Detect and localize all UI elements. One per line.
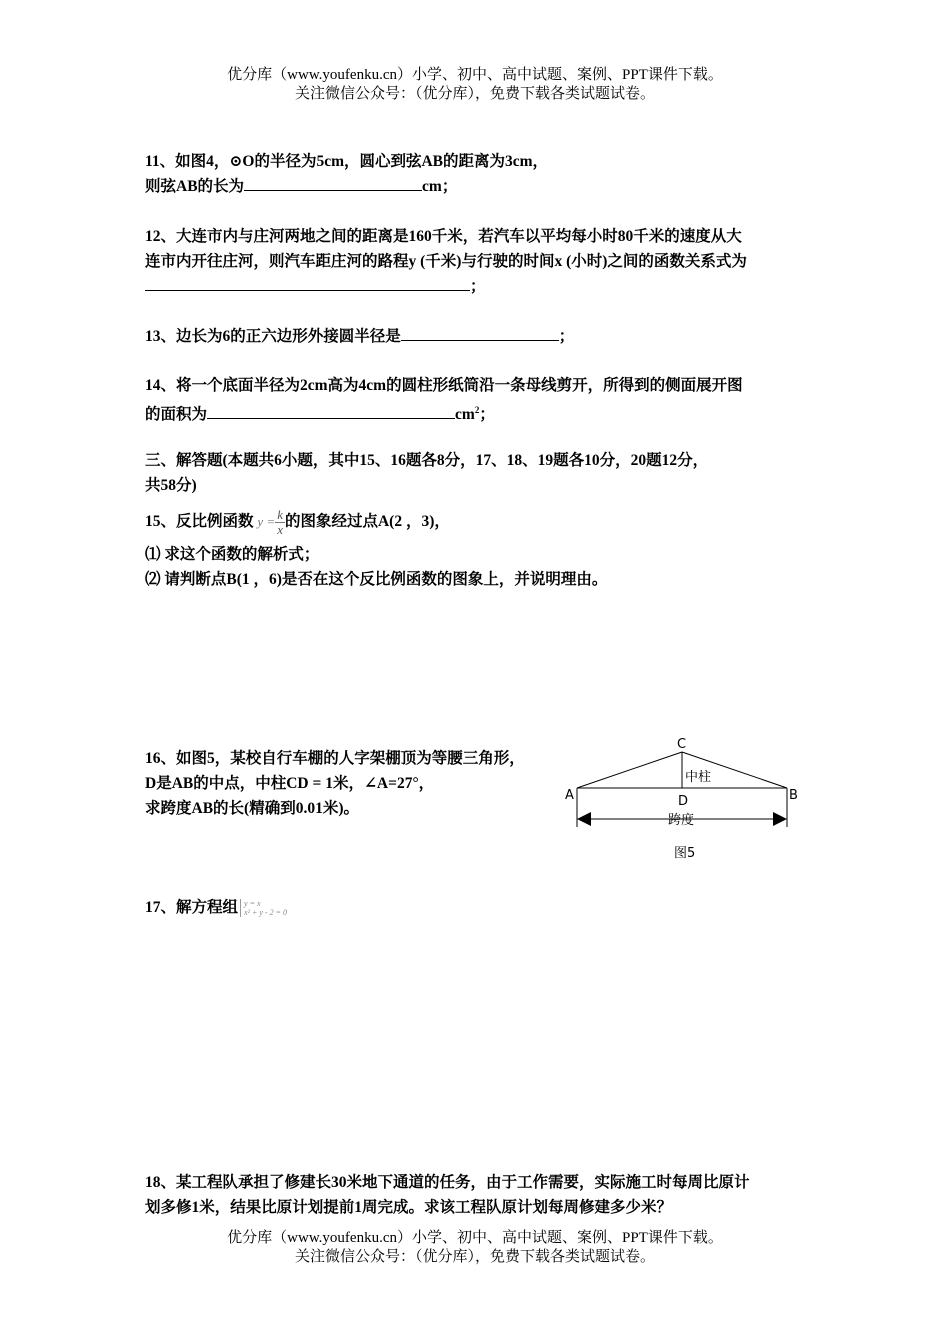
- label-a: A: [565, 788, 574, 803]
- footer-line-2: 关注微信公众号：（优分库），免费下载各类试题试卷。: [294, 1249, 655, 1265]
- roof-left-edge: [577, 752, 682, 788]
- q11-line-1: 11、如图4，⊙O的半径为5cm，圆心到弦AB的距离为3cm，: [145, 153, 549, 170]
- q14-unit-superscript: 2: [474, 405, 480, 415]
- section-3-heading: [145, 448, 810, 498]
- span-arrow-right-icon: [773, 812, 787, 826]
- q14-line-1: 14、将一个底面半径为2cm高为4cm的圆柱形纸筒沿一条母线剪开，所得到的侧面展开图: [145, 377, 743, 394]
- q12-line-3: [145, 274, 810, 299]
- q16-line-1: 16、如图5，某校自行车棚的人字架棚顶为等腰三角形，: [145, 750, 525, 767]
- q16-line-3: 求跨度AB的长(精确到0.01米)。: [145, 800, 359, 817]
- q15-part-2: ⑵ 请判断点B(1 ，6)是否在这个反比例函数的图象上，并说明理由。: [145, 571, 608, 588]
- question-13: [145, 324, 810, 349]
- q11-suffix: cm；: [422, 178, 458, 195]
- span-arrow-left-icon: [577, 812, 591, 826]
- section-3-line-2: 共58分): [145, 477, 197, 494]
- q15-fraction-numerator: k: [277, 506, 283, 522]
- question-12: [145, 224, 810, 299]
- q13-suffix: ；: [558, 328, 575, 345]
- figure-5-caption: 图5: [674, 846, 696, 861]
- q11-prefix: 则弦AB的长为: [145, 178, 245, 195]
- section-3-line-1: 三、解答题(本题共6小题，其中15、16题各8分，17、18、19题各10分，20题12分，: [145, 452, 709, 469]
- q12-line-1: 12、大连市内与庄河两地之间的距离是160千米，若汽车以平均每小时80千米的速度从大: [145, 228, 742, 245]
- header-line-1: 优分库（www.youfenku.cn）小学、初中、高中试题、案例、PPT课件下载。: [227, 67, 723, 83]
- label-c: C: [677, 737, 687, 752]
- q12-suffix: ；: [470, 278, 486, 295]
- page-header: [0, 66, 950, 104]
- page-footer: [0, 1229, 950, 1267]
- q11-line-2: [145, 174, 810, 199]
- q17-line: [145, 895, 810, 920]
- label-b: B: [789, 788, 798, 803]
- q15-formula-lhs: y =: [257, 514, 276, 529]
- q11-answer-blank[interactable]: [244, 174, 422, 191]
- q17-prefix: 17、解方程组: [145, 899, 239, 916]
- question-15: [145, 506, 810, 592]
- label-d: D: [678, 794, 689, 809]
- q13-prefix: 13、边长为6的正六边形外接圆半径是: [145, 328, 401, 345]
- q15-fraction: [275, 508, 285, 537]
- q15-suffix: 的图象经过点A(2 ，3)，: [284, 513, 450, 530]
- q14-line-2: [145, 398, 810, 427]
- q15-prefix: 15、反比例函数: [145, 513, 254, 530]
- question-14: [145, 373, 810, 427]
- q14-answer-blank[interactable]: [207, 402, 455, 419]
- figure-5-diagram: [560, 735, 810, 865]
- q17-equation-system: [240, 899, 287, 917]
- question-17: [145, 895, 810, 920]
- q14-prefix: 的面积为: [145, 406, 208, 424]
- footer-line-1: 优分库（www.youfenku.cn）小学、初中、高中试题、案例、PPT课件下载。: [227, 1230, 723, 1246]
- label-span: 跨度: [668, 813, 695, 828]
- q15-part-1: ⑴ 求这个函数的解析式；: [145, 546, 320, 563]
- q15-fraction-denominator: x: [277, 521, 283, 537]
- q12-line-2: 连市内开往庄河，则汽车距庄河的路程y (千米)与行驶的时间x (小时)之间的函数关系式为: [145, 253, 747, 270]
- q13-line: [145, 324, 810, 349]
- q14-suffix: ；: [479, 406, 495, 424]
- q15-line-1: [145, 506, 810, 542]
- q12-answer-blank[interactable]: [145, 274, 470, 291]
- question-11: [145, 149, 810, 199]
- q17-equation-2: x² + y - 2 = 0: [244, 908, 287, 918]
- q13-answer-blank[interactable]: [401, 324, 559, 341]
- q18-line-2: 划多修1米，结果比原计划提前1周完成。求该工程队原计划每周修建多少米？: [145, 1199, 673, 1216]
- header-line-2: 关注微信公众号：（优分库），免费下载各类试题试卷。: [294, 86, 655, 102]
- q17-equation-1: y = x: [244, 899, 261, 909]
- label-center-pillar: 中柱: [685, 770, 712, 785]
- q18-line-1: 18、某工程队承担了修建长30米地下通道的任务，由于工作需要，实际施工时每周比原计: [145, 1174, 750, 1191]
- q14-unit: cm: [455, 406, 475, 424]
- q16-line-2: D是AB的中点，中柱CD = 1米，∠A=27°，: [145, 775, 435, 792]
- question-18: [145, 1170, 810, 1220]
